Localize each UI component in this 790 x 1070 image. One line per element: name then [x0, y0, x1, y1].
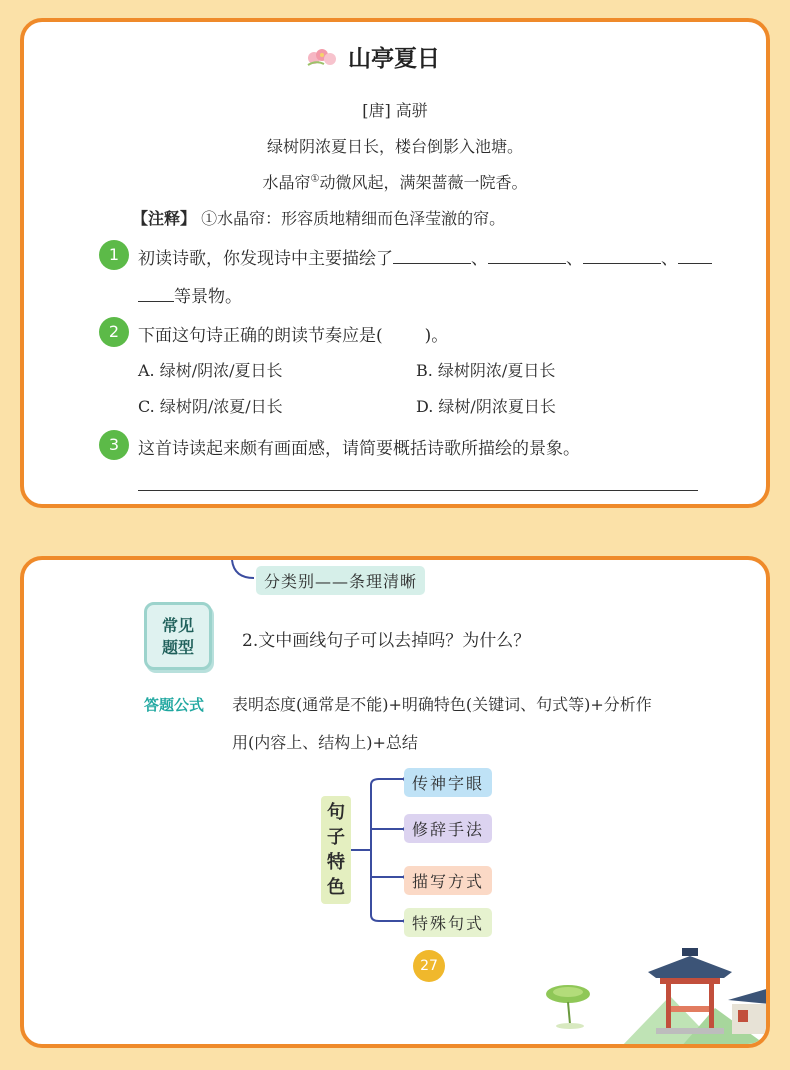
- poem-exercise-card: [20, 18, 770, 508]
- poem-line-1: 绿树阴浓夏日长，楼台倒影入池塘。: [266, 137, 523, 156]
- question-type-badge: 常见 题型: [144, 602, 212, 670]
- question-2-number: 2: [99, 317, 129, 347]
- branch-3: 描写方式: [404, 866, 492, 895]
- mindmap-branches: [351, 765, 411, 935]
- option-b[interactable]: B. 绿树阴浓/夏日长: [416, 361, 556, 380]
- question-3: 这首诗读起来颇有画面感，请简要概括诗歌所描绘的景象。: [138, 439, 580, 459]
- annotation-text: ①水晶帘：形容质地精细而色泽莹澈的帘。: [201, 209, 506, 228]
- annotation-label: 【注释】: [132, 209, 197, 228]
- branch-1: 传神字眼: [404, 768, 492, 797]
- formula-line-2: 用(内容上、结构上)+总结: [232, 733, 418, 752]
- page-number: 27: [413, 950, 445, 982]
- option-c[interactable]: C. 绿树阴/浓夏/日长: [138, 397, 283, 416]
- question-1: 初读诗歌，你发现诗中主要描绘了 、 、 、: [138, 244, 712, 269]
- formula-line-1: 表明态度(通常是不能)+明确特色(关键词、句式等)+分析作: [232, 695, 652, 714]
- mindmap-root: 句子特色: [321, 796, 351, 904]
- question-1-continued: 等景物。: [138, 282, 242, 307]
- option-d[interactable]: D. 绿树/阴浓夏日长: [416, 397, 556, 416]
- question-1-number: 1: [99, 240, 129, 270]
- question-2: 下面这句诗正确的朗读节奏应是( )。: [138, 326, 449, 346]
- lotus-leaf-icon: [540, 980, 600, 1030]
- answer-blank[interactable]: [488, 247, 566, 264]
- flower-icon: [304, 46, 340, 68]
- formula-label: 答题公式: [144, 696, 205, 714]
- answer-method-card: [20, 556, 770, 1048]
- answer-blank[interactable]: [138, 285, 174, 302]
- title-row: [304, 40, 440, 73]
- category-pill: 分类别——条理清晰: [256, 566, 425, 595]
- annotation: [132, 206, 505, 229]
- poem-line-2: 水晶帘①动微风起，满架蔷薇一院香。: [262, 173, 528, 192]
- pavilion-icon: [620, 948, 770, 1048]
- question-3-number: 3: [99, 430, 129, 460]
- poem-author: [唐] 高骈: [362, 101, 428, 120]
- answer-blank[interactable]: [583, 247, 661, 264]
- branch-4: 特殊句式: [404, 908, 492, 937]
- branch-2: 修辞手法: [404, 814, 492, 843]
- option-a[interactable]: A. 绿树/阴浓/夏日长: [138, 361, 283, 380]
- answer-line[interactable]: [138, 490, 698, 491]
- answer-blank[interactable]: [393, 247, 471, 264]
- poem-title: 山亭夏日: [348, 45, 440, 72]
- sample-question: 2.文中画线句子可以去掉吗？为什么？: [242, 631, 531, 651]
- answer-blank[interactable]: [678, 247, 712, 264]
